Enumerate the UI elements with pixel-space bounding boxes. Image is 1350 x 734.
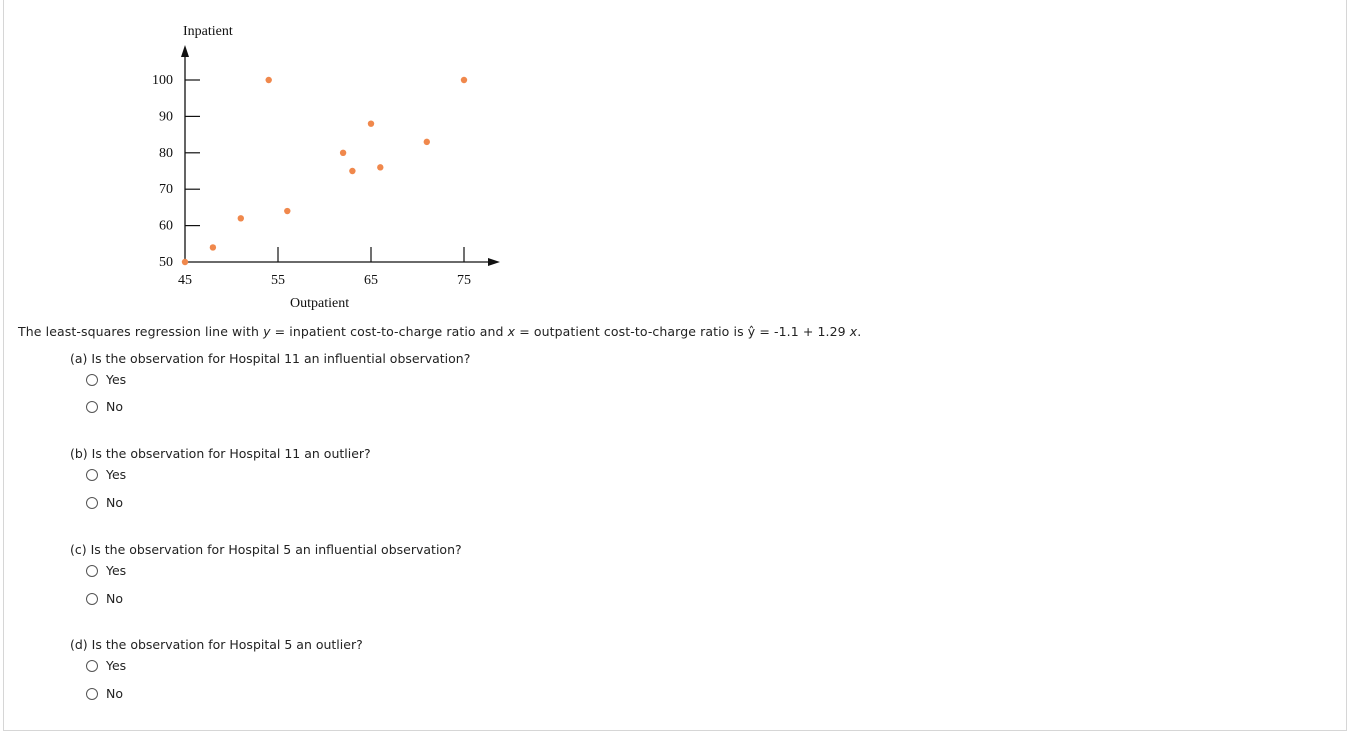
question-b-prompt: (b) Is the observation for Hospital 11 an outlier? [70, 446, 371, 461]
radio-button[interactable] [86, 688, 98, 700]
question-b-yes-option[interactable]: Yes [86, 467, 126, 482]
x-tick-label: 75 [457, 273, 471, 288]
data-point [182, 259, 188, 265]
radio-button[interactable] [86, 374, 98, 386]
scatter-plot [0, 0, 540, 320]
x-tick-label: 45 [178, 273, 192, 288]
question-c-no-option[interactable]: No [86, 591, 123, 606]
radio-button[interactable] [86, 401, 98, 413]
y-tick-label: 90 [159, 109, 173, 125]
x-axis-label: Outpatient [290, 296, 350, 311]
data-point [340, 150, 346, 156]
question-b-no-option[interactable]: No [86, 495, 123, 510]
y-axis-arrow [181, 45, 189, 57]
question-c-yes-option[interactable]: Yes [86, 563, 126, 578]
y-tick-label: 50 [159, 255, 173, 270]
data-point [424, 139, 430, 145]
data-point [210, 244, 216, 250]
x-tick-label: 55 [271, 273, 285, 288]
question-a-no-option[interactable]: No [86, 399, 123, 414]
regression-statement: The least-squares regression line with y = inpatient cost-to-charge ratio and x = outpatient cost-to-charge ratio is ŷ = -1.1 + 1.29 x. [18, 324, 862, 339]
question-a-prompt: (a) Is the observation for Hospital 11 an influential observation? [70, 351, 471, 366]
radio-button[interactable] [86, 469, 98, 481]
y-tick-label: 80 [159, 145, 173, 161]
data-point [461, 77, 467, 83]
question-d-yes-option[interactable]: Yes [86, 658, 126, 673]
data-point [284, 208, 290, 214]
data-point [377, 164, 383, 170]
question-d-prompt: (d) Is the observation for Hospital 5 an outlier? [70, 637, 363, 652]
data-point [368, 120, 374, 126]
y-tick-label: 70 [159, 182, 173, 198]
x-axis-arrow [488, 258, 500, 266]
x-tick-label: 65 [364, 273, 378, 288]
question-d-no-option[interactable]: No [86, 686, 123, 701]
data-point [349, 168, 355, 174]
radio-button[interactable] [86, 660, 98, 672]
radio-button[interactable] [86, 565, 98, 577]
y-tick-label: 60 [159, 218, 173, 234]
y-tick-label: 100 [152, 73, 173, 88]
radio-button[interactable] [86, 497, 98, 509]
question-c-prompt: (c) Is the observation for Hospital 5 an influential observation? [70, 542, 462, 557]
radio-button[interactable] [86, 593, 98, 605]
data-point [266, 77, 272, 83]
y-axis-label: Inpatient [183, 24, 233, 39]
data-point [238, 215, 244, 221]
question-a-yes-option[interactable]: Yes [86, 372, 126, 387]
